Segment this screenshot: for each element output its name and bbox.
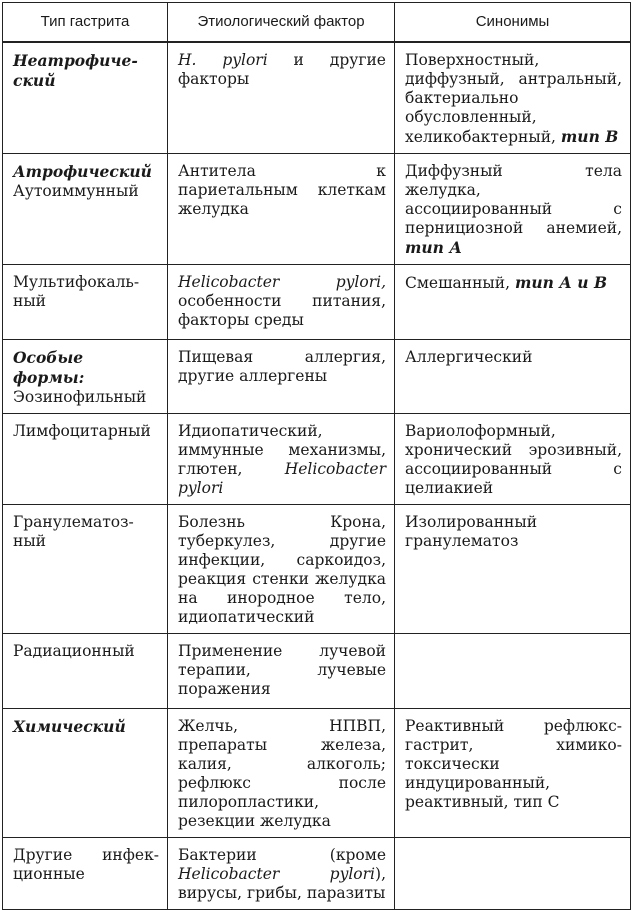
synonyms-text: Аллергический [405,347,533,366]
type-name: Другие инфек-ционные [13,845,159,883]
etiology-text: и другие факторы [178,50,386,88]
etiology-cell [168,264,395,339]
etiology-italic: Helicobacter pylori [178,459,386,497]
etiology-text: Пищевая аллергия, другие аллергены [178,347,386,385]
etiology-cell [168,633,395,708]
synonyms-bold: тип В [560,126,619,146]
type-cell [3,413,168,504]
table-row [3,708,631,837]
synonyms-bold: тип А [405,237,462,257]
type-name: Радиационный [13,641,135,660]
table-row [3,264,631,339]
table-row [3,339,631,413]
type-name-bold: Химический [13,716,126,736]
synonyms-cell [395,42,631,154]
table-row [3,633,631,708]
type-name-bold: Особые формы: [13,347,85,387]
table-row [3,413,631,504]
table-row [3,42,631,154]
table-row [3,837,631,909]
type-name: Лимфоцитарный [13,421,151,440]
type-name: Аутоиммунный [13,181,139,200]
etiology-text-rest: ), вирусы, грибы, паразиты [178,864,386,902]
etiology-cell [168,153,395,264]
etiology-text: особенности питания, факторы среды [178,291,386,329]
type-cell [3,42,168,154]
table-row [3,504,631,633]
etiology-cell [168,413,395,504]
synonyms-cell [395,504,631,633]
synonyms-text: Изолированный гранулематоз [405,512,538,550]
synonyms-text: Смешанный, [405,273,515,292]
gastritis-classification-table [2,2,631,910]
etiology-text: Антитела к париетальным клеткам желудка [178,161,386,218]
type-name-bold: Неатрофиче-ский [13,50,138,90]
table-row [3,153,631,264]
etiology-cell [168,708,395,837]
synonyms-text: Диффузный тела желудка, ассоциированный с пернициозной анемией, [405,161,622,237]
type-cell [3,339,168,413]
etiology-cell [168,504,395,633]
etiology-cell [168,42,395,154]
type-name-bold: Атрофический [13,161,152,181]
type-cell [3,504,168,633]
etiology-text: Идиопатический, иммунные механизмы, глютен, [178,421,386,478]
type-cell [3,264,168,339]
synonyms-text: Вариолоформный, хронический эрозивный, ассоциированный с целиакией [405,421,622,497]
synonyms-text: Реактивный рефлюкс-гастрит, химико-токсически индуцированный, реактивный, тип С [405,716,622,811]
synonyms-cell [395,153,631,264]
etiology-italic: H. pylori [178,50,268,69]
synonyms-cell [395,264,631,339]
type-name: Мультифокаль-ный [13,272,140,310]
header-row [3,3,631,42]
table-header [3,3,631,42]
type-cell [3,633,168,708]
synonyms-text: Поверхностный, диффузный, антральный, бактериально обусловленный, хеликобактерный, [405,50,622,146]
type-name: Эозинофильный [13,387,147,406]
synonyms-cell [395,413,631,504]
type-name: Гранулематоз-ный [13,512,134,550]
header-type: Тип гастрита [3,3,168,42]
type-cell [3,153,168,264]
etiology-text: Применение лучевой терапии, лучевые поражения [178,641,386,698]
etiology-italic: Helicobacter pylori [178,864,376,883]
synonyms-cell [395,708,631,837]
synonyms-cell [395,837,631,909]
synonyms-cell [395,633,631,708]
etiology-text: Болезнь Крона, туберкулез, другие инфекции, саркоидоз, реакция стенки желудка на инородное тело, идиопатический [178,512,386,626]
type-cell [3,837,168,909]
header-etiology: Этиологический фактор [168,3,395,42]
etiology-cell [168,837,395,909]
type-cell [3,708,168,837]
etiology-cell [168,339,395,413]
etiology-text: Бактерии (кроме [178,845,386,864]
etiology-text: Желчь, НПВП, препараты железа, калия, алкоголь; рефлюкс после пилоропластики, резекции желудка [178,716,386,830]
synonyms-bold: тип А и В [514,272,608,292]
synonyms-cell [395,339,631,413]
table-body [3,42,631,910]
header-synonyms: Синонимы [395,3,631,42]
etiology-italic: Helicobacter pylori, [178,272,386,291]
